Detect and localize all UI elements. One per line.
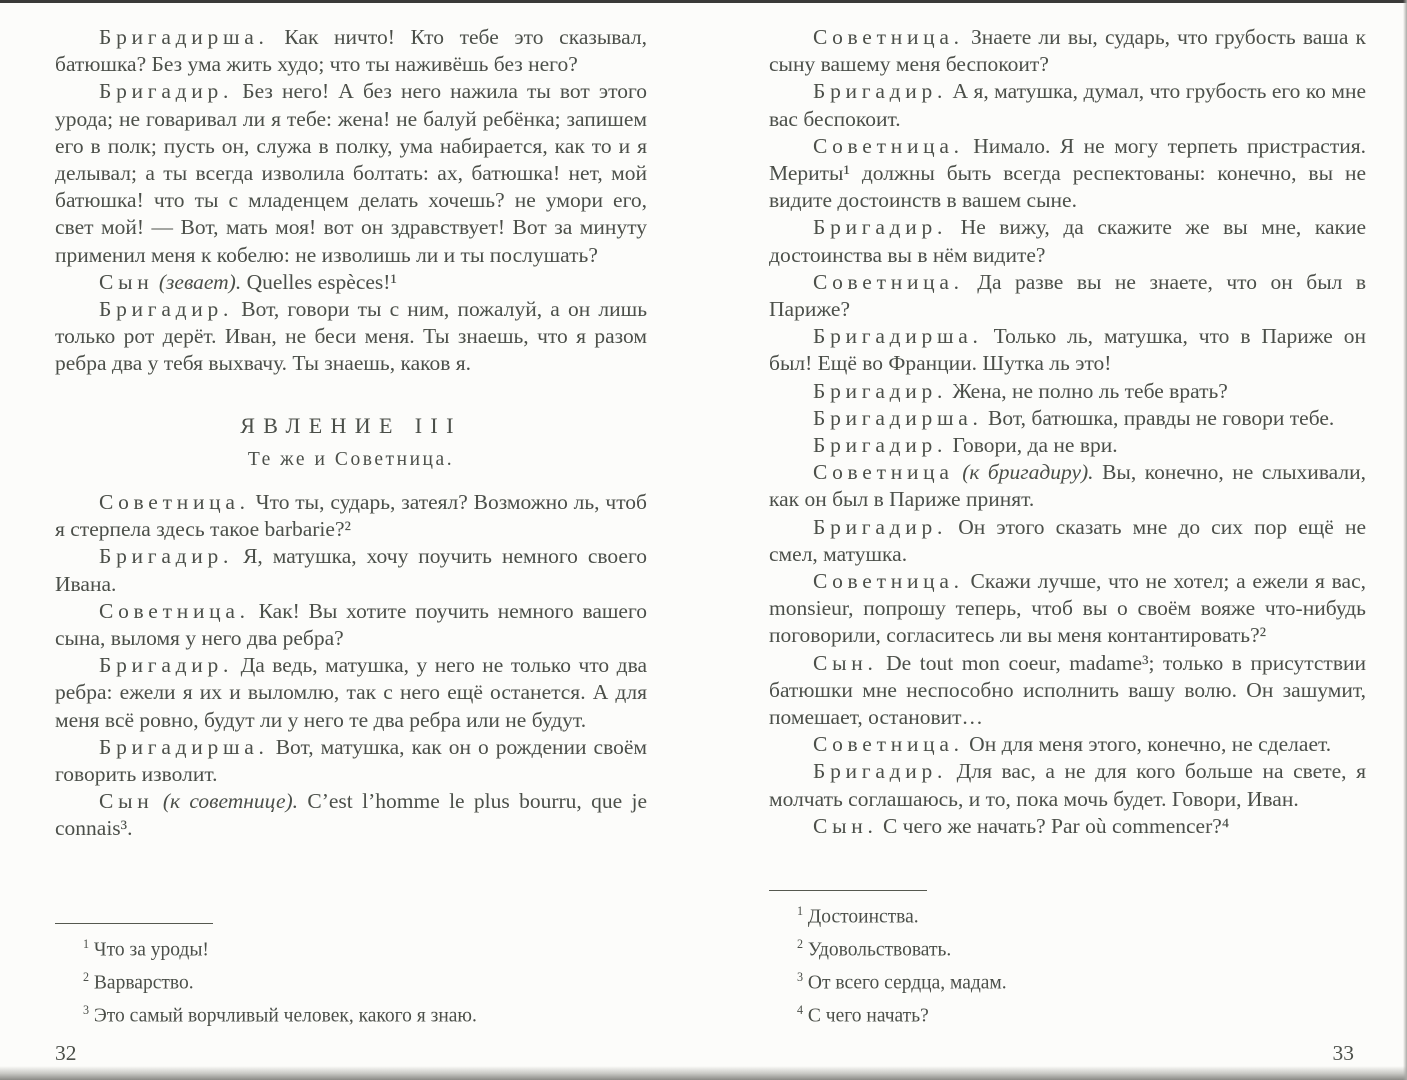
footnote-marker: 2 xyxy=(83,970,90,984)
footnote-text: От всего сердца, мадам. xyxy=(807,972,1007,994)
speech-text: Как! Вы хотите поучить немного вашего сына, выломя у него два ребра? xyxy=(55,598,647,651)
dialogue-paragraph xyxy=(55,24,647,78)
stage-direction: (зевает). xyxy=(158,269,242,294)
speaker-name: Советница. xyxy=(813,569,964,594)
speech-text: Вот, матушка, как он о рождении своём говорить изволит. xyxy=(55,734,647,787)
dialogue-paragraph xyxy=(769,758,1366,812)
speech-text: Нимало. Я не могу терпеть пристрастия. Мериты¹ должны быть всегда респектованы: конечно, вы не видите достоинств в вашем сыне. xyxy=(769,133,1366,213)
scan-right-edge xyxy=(1403,0,1407,1080)
dialogue-paragraph xyxy=(55,489,647,543)
dialogue-paragraph xyxy=(55,269,647,296)
speaker-name: Бригадирша. xyxy=(813,405,983,430)
speaker-name: Советница. xyxy=(813,25,964,49)
page-left-footnotes xyxy=(55,923,647,1030)
speaker-name: Бригадир. xyxy=(813,514,948,539)
speaker-name: Сын xyxy=(99,789,154,814)
speaker-name: Советница. xyxy=(813,269,964,294)
dialogue-paragraph xyxy=(769,568,1366,650)
speaker-name: Бригадир. xyxy=(99,653,234,678)
dialogue-paragraph xyxy=(769,214,1366,268)
dialogue-paragraph xyxy=(769,24,1366,78)
dialogue-paragraph xyxy=(55,734,647,788)
footnote xyxy=(55,997,647,1030)
speech-text: Он этого сказать мне до сих пор ещё не смел, матушка. xyxy=(769,514,1367,566)
footnote xyxy=(769,931,1366,964)
dialogue-paragraph xyxy=(769,269,1366,323)
dialogue-paragraph xyxy=(769,133,1366,215)
speaker-name: Бригадир. xyxy=(99,297,234,322)
stage-direction: (к советнице). xyxy=(162,789,299,814)
dialogue-paragraph xyxy=(769,514,1366,568)
footnote-marker: 1 xyxy=(797,904,804,918)
dialogue-paragraph xyxy=(769,650,1366,732)
speaker-name: Бригадир. xyxy=(813,215,948,240)
speech-text: Скажи лучше, что не хотел; а ежели я вас, monsieur, попрошу теперь, чтоб вы о своём вояже что-нибудь поговорили, согласитесь ли вы меня контантировать?² xyxy=(769,569,1367,648)
speaker-name: Бригадир. xyxy=(813,378,948,403)
dialogue-paragraph xyxy=(55,598,647,652)
dialogue-paragraph xyxy=(769,731,1366,758)
speaker-name: Бригадир. xyxy=(99,544,234,569)
speech-text: C’est l’homme le plus bourru, que je connais³. xyxy=(55,789,648,841)
scene-heading xyxy=(55,412,647,473)
dialogue-paragraph xyxy=(55,296,647,378)
speaker-name: Советница. xyxy=(813,732,964,757)
speech-text: Я, матушка, хочу поучить немного своего Ивана. xyxy=(55,544,647,596)
dialogue-paragraph xyxy=(769,432,1366,459)
speech-text: А я, матушка, думал, что грубость его ко мне вас беспокоит. xyxy=(769,79,1366,131)
footnote xyxy=(769,964,1366,997)
page-number-left: 32 xyxy=(55,1041,77,1065)
speech-text: Да ведь, матушка, у него не только что два ребра: ежели я их и выломлю, так с него ещё останется. А для меня всё ровно, будут ли у него те два ребра или не будут. xyxy=(55,653,648,732)
page-right-footnotes xyxy=(769,890,1366,1030)
speaker-name: Бригадир. xyxy=(813,759,948,784)
dialogue-paragraph xyxy=(769,78,1366,132)
speaker-name: Бригадирша. xyxy=(99,734,269,759)
speaker-name: Советница xyxy=(813,460,954,485)
dialogue-paragraph xyxy=(769,459,1366,513)
speech-text: Без него! А без него нажила ты вот этого урода; не говаривал ли я тебе: жена! не балуй ребёнка; запишем его в полк; пусть он, служа в полку, ума набирается, как то и я делывал; а ты всегда изволила болтать: ах, батюшка! нет, мой батюшка! что ты с младенцем делать хочешь? не умори его, свет мой! — Вот, мать моя! вот он здравствует! Вот за минуту применил меня к кобелю: не изволишь ли и ты послушать? xyxy=(55,79,647,267)
scene-heading-title: ЯВЛЕНИЕ III xyxy=(240,412,462,438)
speaker-name: Бригадир. xyxy=(99,79,234,104)
speaker-name: Советница. xyxy=(99,598,250,623)
dialogue-paragraph xyxy=(769,405,1366,432)
footnote-marker: 4 xyxy=(797,1003,804,1017)
dialogue-paragraph xyxy=(55,652,647,734)
page-right xyxy=(769,0,1366,1080)
stage-direction: (к бригадиру). xyxy=(962,460,1094,485)
scene-heading-cast: Те же и Советница. xyxy=(247,448,455,470)
footnote xyxy=(769,898,1366,931)
dialogue-paragraph xyxy=(55,543,647,597)
footnote-text: Удовольствовать. xyxy=(807,939,952,961)
dialogue-paragraph xyxy=(769,813,1366,840)
footnote-marker: 3 xyxy=(83,1003,90,1017)
footnote-marker: 1 xyxy=(83,937,90,951)
speaker-name: Бригадир. xyxy=(813,79,948,104)
speech-text: Вот, батюшка, правды не говори тебе. xyxy=(988,405,1335,430)
speaker-name: Сын. xyxy=(813,650,878,675)
footnote-text: Достоинства. xyxy=(807,906,919,928)
footnote-text: Варварство. xyxy=(93,972,194,994)
speech-text: De tout mon coeur, madame³; только в присутствии батюшки мне неспособно исполнить вашу волю. Он зашумит, помешает, остановит… xyxy=(769,650,1366,730)
speech-text: Говори, да не ври. xyxy=(952,433,1118,458)
speech-text: Что ты, сударь, затеял? Возможно ль, чтоб я стерпела здесь такое barbarie?² xyxy=(55,490,647,542)
speaker-name: Советница. xyxy=(99,490,250,515)
page-left xyxy=(55,0,647,1080)
footnote-text: Это самый ворчливый человек, какого я знаю. xyxy=(93,1005,477,1027)
footnote-list xyxy=(55,931,647,1030)
speech-text: С чего же начать? Par où commencer?⁴ xyxy=(882,813,1230,838)
speech-text: Да разве вы не знаете, что он был в Париже? xyxy=(769,269,1367,322)
speech-text: Для вас, а не для кого больше на свете, я молчать соглашаюсь, и то, пока мочь будет. Говори, Иван. xyxy=(769,759,1366,811)
footnote-marker: 2 xyxy=(797,937,804,951)
page-right-content xyxy=(769,0,1366,840)
speech-text: Как ничто! Кто тебе это сказывал, батюшка? Без ума жить худо; что ты наживёшь без него? xyxy=(55,25,648,77)
footnote xyxy=(55,931,647,964)
speech-text: Знаете ли вы, сударь, что грубость ваша к сыну вашему меня беспокоит? xyxy=(769,25,1366,77)
footnote-text: Что за уроды! xyxy=(93,939,209,961)
footnote-list xyxy=(769,898,1366,1030)
speaker-name: Сын. xyxy=(813,813,878,838)
footnote-separator xyxy=(55,923,213,924)
speech-text: Вот, говори ты с ним, пожалуй, а он лишь только рот дерёт. Иван, не беси меня. Ты знаешь, что я разом ребра два у тебя выхвачу. Ты знаешь, каков я. xyxy=(55,297,648,376)
footnote-marker: 3 xyxy=(797,970,804,984)
speaker-name: Бригадирша. xyxy=(99,25,269,49)
dialogue-paragraph xyxy=(769,323,1366,377)
speaker-name: Сын xyxy=(99,269,154,294)
page-number-right: 33 xyxy=(1332,1041,1354,1065)
speech-text: Жена, не полно ль тебе врать? xyxy=(952,378,1228,403)
footnote-separator xyxy=(769,890,927,891)
speaker-name: Советница. xyxy=(813,133,964,158)
dialogue-paragraph xyxy=(55,78,647,268)
page-left-content xyxy=(55,0,647,843)
speech-text: Вы, конечно, не слыхивали, как он был в Париже принят. xyxy=(769,460,1367,512)
speaker-name: Бригадирша. xyxy=(813,324,983,349)
speech-text: Он для меня этого, конечно, не сделает. xyxy=(969,732,1332,757)
dialogue-paragraph xyxy=(55,788,647,842)
speech-text: Не вижу, да скажите же вы мне, какие достоинства вы в нём видите? xyxy=(769,215,1366,267)
footnote xyxy=(55,964,647,997)
scan-bottom-edge xyxy=(0,1066,1407,1080)
speech-text: Только ль, матушка, что в Париже он был! Ещё во Франции. Шутка ль это! xyxy=(769,324,1367,376)
speech-text: Quelles espèces!¹ xyxy=(246,269,397,294)
footnote-text: С чего начать? xyxy=(807,1005,929,1027)
dialogue-paragraph xyxy=(769,378,1366,405)
footnote xyxy=(769,997,1366,1030)
speaker-name: Бригадир. xyxy=(813,433,948,458)
